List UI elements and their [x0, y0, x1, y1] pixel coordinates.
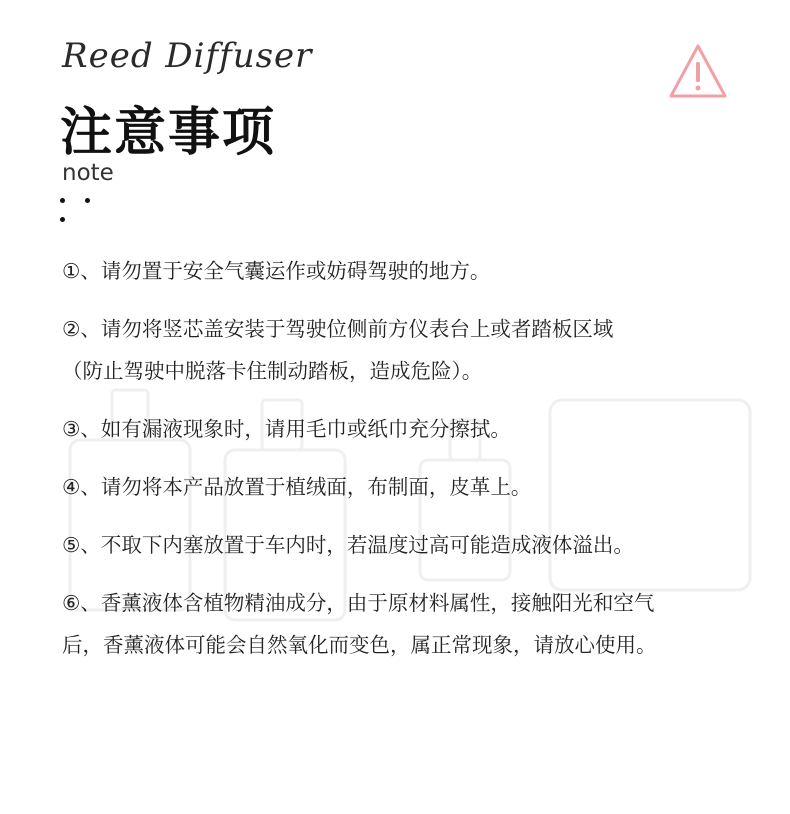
- note-line: ⑤、不取下内塞放置于车内时，若温度过高可能造成液体溢出。: [62, 533, 634, 557]
- note-item: [62, 582, 752, 666]
- note-item: [62, 408, 752, 450]
- page-title: 注意事项: [60, 103, 277, 163]
- page-subtitle: note: [62, 160, 114, 186]
- warning-triangle-icon: [667, 42, 729, 100]
- note-line: ①、请勿置于安全气囊运作或妨碍驾驶的地方。: [62, 259, 491, 283]
- note-item: [62, 308, 752, 392]
- notes-list: [62, 250, 752, 666]
- decorative-dots: [60, 198, 130, 210]
- note-item: [62, 466, 752, 508]
- note-line: ④、请勿将本产品放置于植绒面，布制面，皮革上。: [62, 475, 532, 499]
- note-item: [62, 524, 752, 566]
- note-line: ⑥、香薰液体含植物精油成分，由于原材料属性，接触阳光和空气: [62, 591, 655, 615]
- note-line: ③、如有漏液现象时，请用毛巾或纸巾充分擦拭。: [62, 417, 511, 441]
- note-line: （防止驾驶中脱落卡住制动踏板，造成危险）。: [62, 359, 483, 383]
- script-title: Reed Diffuser: [62, 36, 313, 76]
- note-item: [62, 250, 752, 292]
- note-line: ②、请勿将竖芯盖安装于驾驶位侧前方仪表台上或者踏板区域: [62, 317, 614, 341]
- note-line: 后，香薰液体可能会自然氧化而变色，属正常现象，请放心使用。: [62, 633, 657, 657]
